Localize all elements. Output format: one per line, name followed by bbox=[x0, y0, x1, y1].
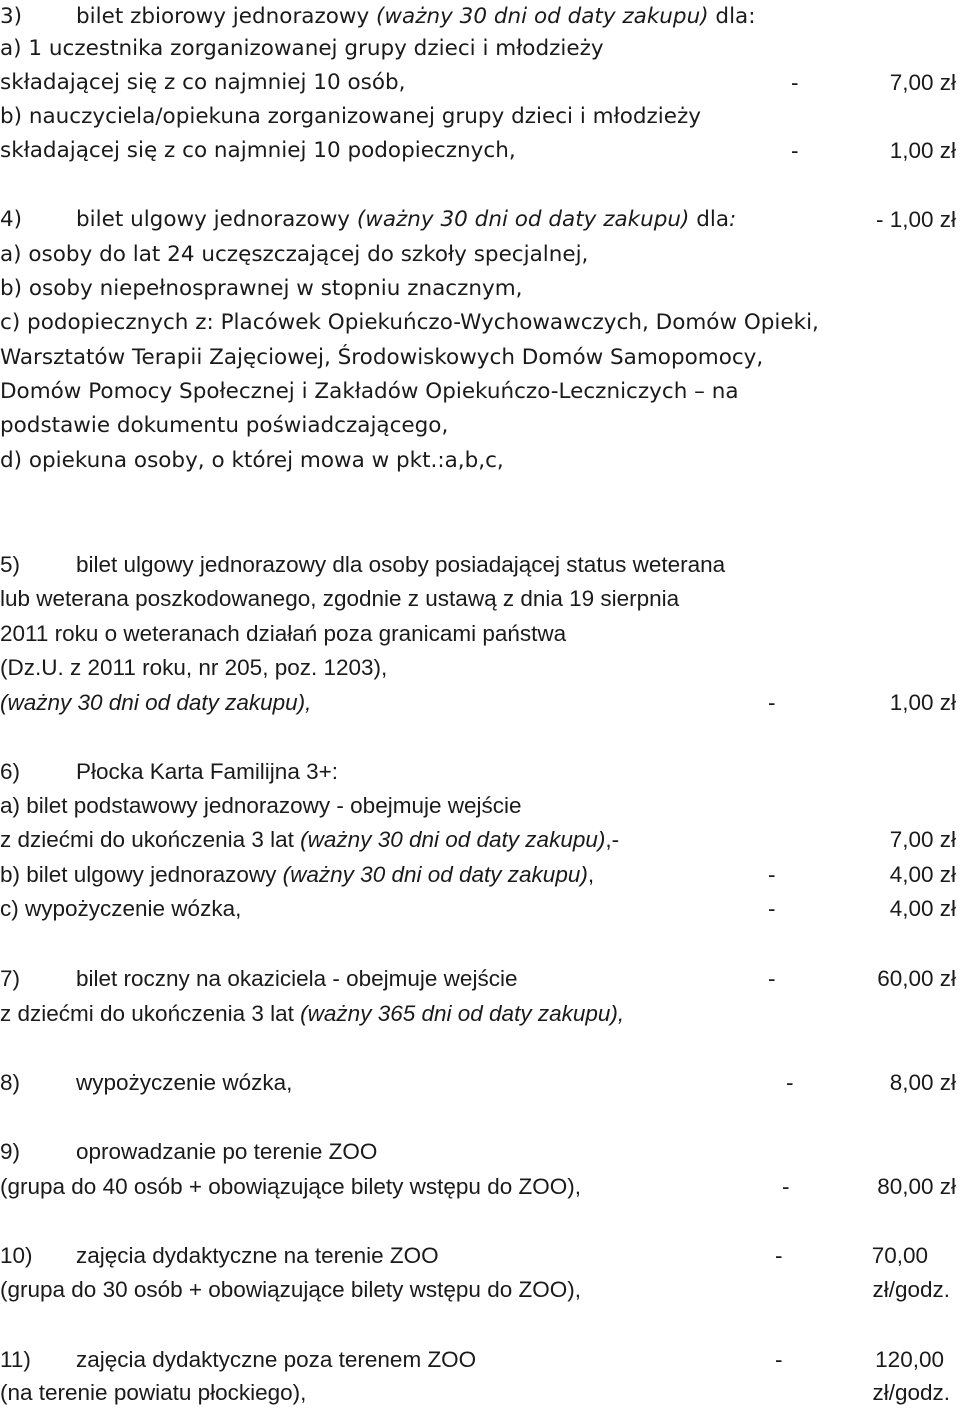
s11-title: zajęcia dydaktyczne poza terenem ZOO bbox=[76, 1347, 477, 1372]
s10-price: 70,00 bbox=[871, 1243, 928, 1268]
s7-validity: (ważny 365 dni od daty zakupu), bbox=[300, 1001, 625, 1026]
s9-line2: (grupa do 40 osób + obowiązujące bilety wstępu do ZOO), bbox=[0, 1174, 581, 1199]
s9-line1 bbox=[0, 1135, 377, 1169]
s3-b-line1: b) nauczyciela/opiekuna zorganizowanej grupy dzieci i młodzieży bbox=[0, 104, 702, 129]
s6-a-text: z dziećmi do ukończenia 3 lat bbox=[0, 827, 301, 852]
s4-validity: (ważny 30 dni od daty zakupu) bbox=[356, 207, 690, 232]
s8-dash: - bbox=[786, 1070, 794, 1095]
s4-item-c-cont2: Domów Pomocy Społecznej i Zakładów Opiekuńczo-Leczniczych – na bbox=[0, 379, 739, 404]
s7-number: 7) bbox=[0, 966, 21, 991]
s8-line bbox=[0, 1066, 292, 1100]
s4-item-c-cont1: Warsztatów Terapii Zajęciowej, Środowiskowych Domów Samopomocy, bbox=[0, 345, 764, 370]
s6-b-dash: - bbox=[768, 862, 776, 887]
s3-a-price: 7,00 zł bbox=[889, 70, 956, 95]
s6-c-line: c) wypożyczenie wózka, bbox=[0, 896, 242, 921]
s10-unit: zł/godz. bbox=[872, 1277, 950, 1302]
s6-title: Płocka Karta Familijna 3+: bbox=[76, 759, 338, 784]
s3-heading bbox=[0, 0, 755, 34]
s4-item-b: b) osoby niepełnosprawnej w stopniu znacznym, bbox=[0, 276, 523, 301]
s11-line1 bbox=[0, 1343, 476, 1377]
s9-price: 80,00 zł bbox=[877, 1174, 956, 1199]
s4-item-c-cont3: podstawie dokumentu poświadczającego, bbox=[0, 413, 449, 438]
s3-b-line2: składającej się z co najmniej 10 podopiecznych, bbox=[0, 138, 516, 163]
s4-colon: : bbox=[729, 207, 737, 232]
s10-dash: - bbox=[775, 1243, 783, 1268]
s11-number: 11) bbox=[0, 1347, 31, 1372]
s9-number: 9) bbox=[0, 1139, 21, 1164]
s4-price: - 1,00 zł bbox=[875, 207, 956, 232]
s11-line2: (na terenie powiatu płockiego), bbox=[0, 1380, 307, 1405]
s6-a-validity: (ważny 30 dni od daty zakupu) bbox=[300, 827, 606, 852]
s7-title: bilet roczny na okaziciela - obejmuje wejście bbox=[76, 966, 518, 991]
s6-a-price: 7,00 zł bbox=[889, 827, 956, 852]
s4-number: 4) bbox=[0, 207, 23, 232]
s10-number: 10) bbox=[0, 1243, 33, 1268]
s5-line1 bbox=[0, 548, 725, 582]
s6-number: 6) bbox=[0, 759, 21, 784]
s5-number: 5) bbox=[0, 552, 21, 577]
s5-line4: (Dz.U. z 2011 roku, nr 205, poz. 1203), bbox=[0, 655, 388, 680]
s11-unit: zł/godz. bbox=[872, 1380, 950, 1405]
s3-title: bilet zbiorowy jednorazowy bbox=[76, 4, 377, 29]
s3-a-line1: a) 1 uczestnika zorganizowanej grupy dzieci i młodzieży bbox=[0, 36, 604, 61]
s3-b-dash: - bbox=[791, 138, 799, 163]
s4-item-d: d) opiekuna osoby, o której mowa w pkt.:a,b,c, bbox=[0, 448, 504, 473]
s3-number: 3) bbox=[0, 4, 23, 29]
s6-b-price: 4,00 zł bbox=[889, 862, 956, 887]
s6-a-line1: a) bilet podstawowy jednorazowy - obejmuje wejście bbox=[0, 793, 522, 818]
s3-validity: (ważny 30 dni od daty zakupu) bbox=[376, 4, 709, 29]
s8-price: 8,00 zł bbox=[889, 1070, 956, 1095]
s7-dash: - bbox=[768, 966, 776, 991]
s4-item-c: c) podopiecznych z: Placówek Opiekuńczo-Wychowawczych, Domów Opieki, bbox=[0, 310, 819, 335]
s6-c-dash: - bbox=[768, 896, 776, 921]
s7-price: 60,00 zł bbox=[877, 966, 956, 991]
s4-heading bbox=[0, 203, 736, 237]
s9-title: oprowadzanie po terenie ZOO bbox=[76, 1139, 378, 1164]
s10-title: zajęcia dydaktyczne na terenie ZOO bbox=[76, 1243, 439, 1268]
s11-price: 120,00 bbox=[875, 1347, 944, 1372]
s3-a-line2 bbox=[0, 66, 405, 100]
s3-b-price: 1,00 zł bbox=[889, 138, 956, 163]
s7-line2 bbox=[0, 997, 624, 1031]
s3-for: dla: bbox=[708, 4, 756, 29]
s9-dash: - bbox=[782, 1174, 790, 1199]
s5-price: 1,00 zł bbox=[889, 690, 956, 715]
s4-for: dla bbox=[689, 207, 730, 232]
s6-b-validity: (ważny 30 dni od daty zakupu) bbox=[282, 862, 588, 887]
s6-a-dash: ,- bbox=[605, 827, 620, 852]
s3-a-text: składającej się z co najmniej 10 osób, bbox=[0, 70, 406, 95]
s5-dash: - bbox=[768, 690, 776, 715]
s6-b-line bbox=[0, 858, 594, 892]
s5-line2: lub weterana poszkodowanego, zgodnie z ustawą z dnia 19 sierpnia bbox=[0, 586, 680, 611]
s6-heading bbox=[0, 755, 338, 789]
s6-b-text: b) bilet ulgowy jednorazowy bbox=[0, 862, 283, 887]
s5-validity: (ważny 30 dni od daty zakupu), bbox=[0, 690, 312, 715]
s8-title: wypożyczenie wózka, bbox=[76, 1070, 293, 1095]
s4-title: bilet ulgowy jednorazowy bbox=[76, 207, 357, 232]
s11-dash: - bbox=[775, 1347, 783, 1372]
s7-line1 bbox=[0, 962, 517, 996]
s10-line1 bbox=[0, 1239, 439, 1273]
s6-a-line2 bbox=[0, 823, 619, 857]
s6-b-comma: , bbox=[587, 862, 595, 887]
s6-c-price: 4,00 zł bbox=[889, 896, 956, 921]
s8-number: 8) bbox=[0, 1070, 21, 1095]
s5-line3: 2011 roku o weteranach działań poza granicami państwa bbox=[0, 621, 567, 646]
s5-title: bilet ulgowy jednorazowy dla osoby posiadającej status weterana bbox=[76, 552, 726, 577]
s10-line2: (grupa do 30 osób + obowiązujące bilety wstępu do ZOO), bbox=[0, 1277, 581, 1302]
s4-item-a: a) osoby do lat 24 uczęszczającej do szkoły specjalnej, bbox=[0, 242, 589, 267]
s7-text: z dziećmi do ukończenia 3 lat bbox=[0, 1001, 301, 1026]
s3-a-dash: - bbox=[791, 70, 799, 95]
